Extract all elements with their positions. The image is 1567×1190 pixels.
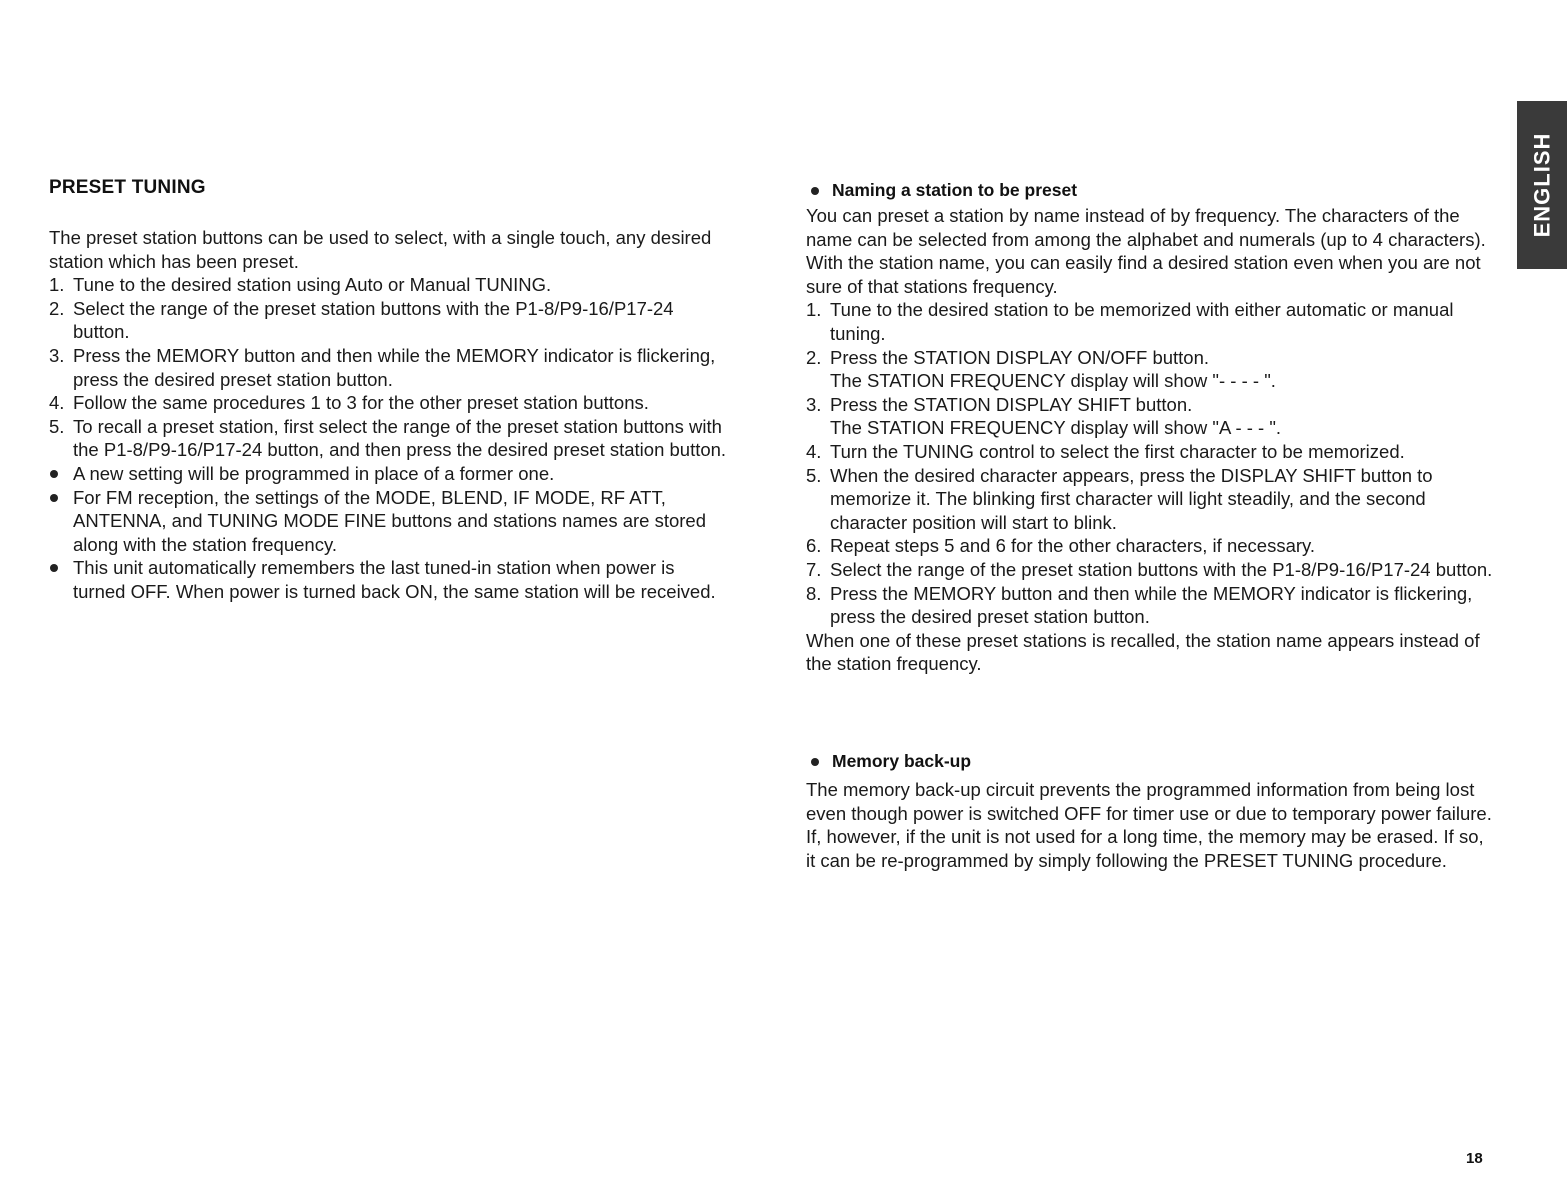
preset-tuning-intro: The preset station buttons can be used to select, with a single touch, any desired station which has been preset. <box>49 227 712 272</box>
step-item: 8. Press the MEMORY button and then while the MEMORY indicator is flickering, press the desired preset station button. <box>806 582 1473 628</box>
naming-intro: You can preset a station by name instead of by frequency. The characters of the name can be selected from among the alphabet and numerals (up to 4 characters). <box>806 205 1486 250</box>
preset-tuning-body <box>49 226 729 604</box>
step-item: 1. Tune to the desired station using Auto or Manual TUNING. <box>49 274 552 296</box>
naming-intro-2: With the station name, you can easily find a desired station even when you are not sure of that stations frequency. <box>806 252 1481 297</box>
page-number: 18 <box>1466 1150 1483 1167</box>
bullet-icon <box>811 187 819 195</box>
bullet-icon <box>50 494 58 502</box>
step-item: 3. Press the MEMORY button and then while the MEMORY indicator is flickering, press the desired preset station button. <box>49 344 716 390</box>
step-item: 7. Select the range of the preset station buttons with the P1-8/P9-16/P17-24 button. <box>806 558 1493 580</box>
language-tab <box>1517 101 1567 269</box>
step-item: 2. Press the STATION DISPLAY ON/OFF button. The STATION FREQUENCY display will show "- - - - ". <box>806 346 1276 392</box>
step-item: 5. To recall a preset station, first select the range of the preset station buttons with the P1-8/P9-16/P17-24 button, and then press the desired preset station button. <box>49 415 727 461</box>
step-item: 6. Repeat steps 5 and 6 for the other characters, if necessary. <box>806 535 1316 557</box>
memory-backup-body <box>806 778 1496 872</box>
step-item: 4. Follow the same procedures 1 to 3 for the other preset station buttons. <box>49 392 649 414</box>
bullet-icon <box>50 470 58 478</box>
preset-tuning-title: PRESET TUNING <box>49 177 206 198</box>
preset-tuning-notes <box>49 462 729 604</box>
memory-backup-heading: Memory back-up <box>806 751 971 772</box>
naming-heading: Naming a station to be preset <box>806 180 1077 201</box>
bullet-icon <box>811 758 819 766</box>
step-item: 5. When the desired character appears, press the DISPLAY SHIFT button to memorize it. The blinking first character will light steadily, and the second character position will start to blink. <box>806 464 1433 533</box>
language-tab-label: ENGLISH <box>1529 132 1555 238</box>
naming-outro: When one of these preset stations is recalled, the station name appears instead of the station frequency. <box>806 629 1480 675</box>
step-item: 2. Select the range of the preset station buttons with the P1-8/P9-16/P17-24 button. <box>49 297 674 343</box>
step-item: 4. Turn the TUNING control to select the first character to be memorized. <box>806 440 1405 462</box>
preset-tuning-steps <box>49 273 729 462</box>
memory-backup-text: The memory back-up circuit prevents the programmed information from being lost even though power is switched OFF for timer use or due to temporary power failure. If, however, if the unit is not used for a long time, the memory may be erased. If so, it can be re-programmed by simply following the PRESET TUNING procedure. <box>806 779 1492 871</box>
note-item: This unit automatically remembers the last tuned-in station when power is turned OFF. When power is turned back ON, the same station will be received. <box>49 556 729 603</box>
bullet-icon <box>50 564 58 572</box>
naming-body <box>806 204 1496 676</box>
step-item: 3. Press the STATION DISPLAY SHIFT button. The STATION FREQUENCY display will show "A - - - ". <box>806 393 1282 439</box>
note-item: For FM reception, the settings of the MODE, BLEND, IF MODE, RF ATT, ANTENNA, and TUNING MODE FINE buttons and stations names are stored along with the station frequency. <box>49 486 729 557</box>
naming-steps <box>806 298 1496 628</box>
note-item: A new setting will be programmed in place of a former one. <box>49 462 729 486</box>
step-item: 1. Tune to the desired station to be memorized with either automatic or manual tuning. <box>806 299 1454 344</box>
